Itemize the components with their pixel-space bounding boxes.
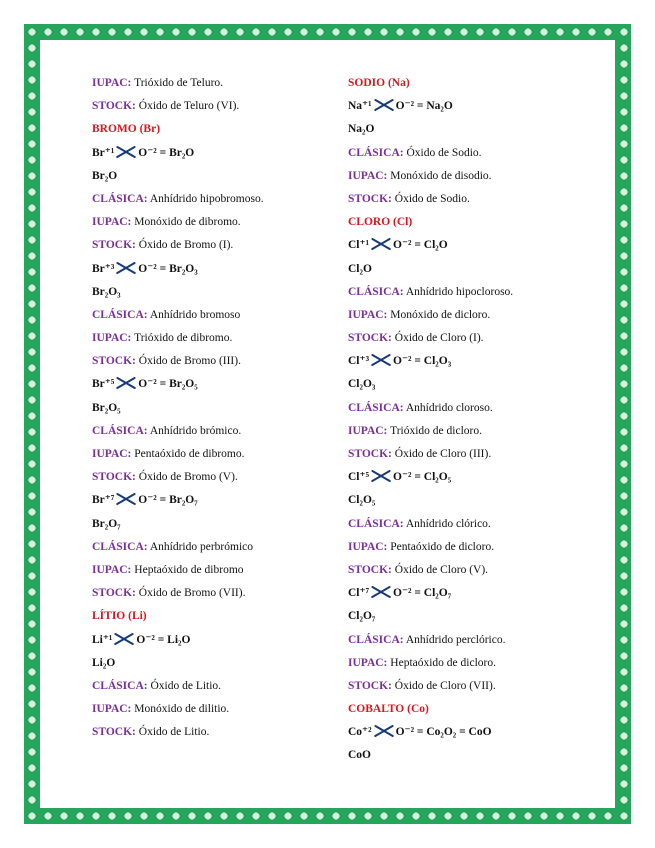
nomenclature-value: Óxido de Litio.: [138, 726, 210, 739]
nomenclature-value: Pentaóxido de dicloro.: [390, 540, 495, 553]
nomenclature-label: STOCK:: [348, 192, 392, 205]
nomenclature-value: Óxido de Cloro (V).: [394, 563, 489, 576]
formula-line: [92, 142, 322, 165]
compound-formula-line: [348, 258, 578, 281]
compound-formula: Cl₂O₃: [348, 378, 376, 391]
nomenclature-label: IUPAC:: [92, 332, 132, 345]
nomenclature-label: STOCK:: [348, 679, 392, 692]
nomenclature-value: Óxido de Bromo (V).: [138, 471, 238, 484]
compound-formula: Cl₂O₅: [348, 494, 376, 507]
nomenclature-value: Anhídrido bromoso: [149, 308, 241, 321]
nomenclature-label: IUPAC:: [92, 563, 132, 576]
nomenclature-line: [92, 443, 322, 466]
nomenclature-line: [348, 188, 578, 211]
compound-formula-line: [348, 489, 578, 512]
formula-ion: Cl⁺³: [348, 355, 370, 368]
nomenclature-value: Anhídrido perclórico.: [405, 633, 506, 646]
formula-ion: Br⁺¹: [92, 146, 115, 159]
nomenclature-value: Trióxido de Teluro.: [134, 77, 224, 89]
formula-result: O⁻² = Cl₂O₃: [393, 355, 452, 368]
formula-result: O⁻² = Br₂O₃: [138, 262, 198, 275]
element-heading: SODIO (Na): [348, 77, 410, 89]
nomenclature-label: STOCK:: [92, 587, 136, 600]
compound-formula-line: [348, 744, 578, 767]
nomenclature-line: [348, 304, 578, 327]
cross-multiply-icon: [114, 633, 134, 645]
cross-multiply-icon: [371, 586, 391, 598]
compound-formula-line: [348, 373, 578, 396]
nomenclature-value: Anhídrido perbrómico: [149, 540, 254, 553]
formula-ion: Cl⁺⁵: [348, 471, 370, 484]
nomenclature-label: STOCK:: [348, 563, 392, 576]
formula-line: [92, 373, 322, 396]
cross-multiply-icon: [374, 725, 394, 737]
compound-formula-line: [92, 397, 322, 420]
nomenclature-value: Heptaóxido de dibromo: [134, 563, 244, 576]
nomenclature-value: Óxido de Bromo (I).: [138, 239, 234, 252]
nomenclature-label: CLÁSICA:: [92, 540, 148, 553]
formula-ion: Cl⁺¹: [348, 239, 370, 252]
nomenclature-value: Óxido de Cloro (I).: [394, 332, 484, 345]
nomenclature-line: [348, 652, 578, 675]
left-column: [92, 72, 322, 744]
element-heading-line: [92, 605, 322, 628]
compound-formula: Cl₂O₇: [348, 610, 376, 623]
formula-result: O⁻² = Br₂O₅: [138, 378, 198, 391]
nomenclature-label: IUPAC:: [348, 656, 388, 669]
cross-multiply-icon: [371, 470, 391, 482]
formula-result: O⁻² = Br₂O₇: [138, 494, 198, 507]
nomenclature-label: STOCK:: [92, 471, 136, 484]
nomenclature-label: IUPAC:: [92, 216, 132, 229]
cross-multiply-icon: [116, 493, 136, 505]
nomenclature-value: Monóxido de disodio.: [390, 169, 492, 182]
nomenclature-line: [92, 582, 322, 605]
nomenclature-label: STOCK:: [92, 355, 136, 368]
formula-line: [348, 350, 578, 373]
nomenclature-line: [92, 188, 322, 211]
nomenclature-line: [348, 420, 578, 443]
nomenclature-label: STOCK:: [92, 239, 136, 252]
nomenclature-value: Óxido de Teluro (VI).: [138, 100, 240, 113]
nomenclature-line: [92, 675, 322, 698]
formula-line: [92, 489, 322, 512]
nomenclature-line: [348, 327, 578, 350]
nomenclature-label: CLÁSICA:: [348, 633, 404, 646]
nomenclature-label: CLÁSICA:: [348, 285, 404, 298]
formula-result: O⁻² = Cl₂O: [393, 239, 448, 252]
nomenclature-line: [348, 165, 578, 188]
nomenclature-value: Monóxido de dilitio.: [134, 703, 230, 716]
compound-formula-line: [92, 281, 322, 304]
nomenclature-value: Óxido de Cloro (III).: [394, 448, 492, 460]
compound-formula: Cl₂O: [348, 262, 372, 275]
nomenclature-value: Óxido de Sodio.: [394, 192, 470, 205]
formula-ion: Li⁺¹: [92, 633, 113, 646]
nomenclature-value: Óxido de Sodio.: [406, 146, 482, 159]
formula-line: [348, 582, 578, 605]
nomenclature-line: [92, 698, 322, 721]
formula-ion: Br⁺⁷: [92, 494, 115, 507]
formula-line: [348, 234, 578, 257]
nomenclature-line: [348, 559, 578, 582]
nomenclature-line: [92, 234, 322, 257]
formula-line: [348, 95, 578, 118]
formula-ion: Br⁺⁵: [92, 378, 115, 391]
formula-result: O⁻² = Li₂O: [136, 633, 191, 646]
nomenclature-line: [348, 675, 578, 698]
compound-formula: Br₂O₇: [92, 517, 121, 530]
nomenclature-line: [348, 142, 578, 165]
formula-result: O⁻² = Cl₂O₅: [393, 471, 452, 484]
nomenclature-line: [348, 536, 578, 559]
nomenclature-value: Trióxido de dibromo.: [134, 332, 233, 345]
nomenclature-line: [92, 536, 322, 559]
element-heading: COBALTO (Co): [348, 703, 429, 716]
right-column: [348, 72, 578, 768]
nomenclature-line: [92, 211, 322, 234]
compound-formula: Li₂O: [92, 656, 116, 669]
cross-multiply-icon: [371, 354, 391, 366]
nomenclature-value: Anhídrido brómico.: [149, 424, 242, 437]
formula-line: [348, 466, 578, 489]
nomenclature-label: STOCK:: [92, 100, 136, 113]
element-heading-line: [348, 698, 578, 721]
nomenclature-label: IUPAC:: [92, 703, 132, 716]
nomenclature-label: CLÁSICA:: [92, 424, 148, 437]
element-heading: CLORO (Cl): [348, 216, 413, 229]
compound-formula-line: [92, 513, 322, 536]
element-heading-line: [348, 72, 578, 95]
nomenclature-label: CLÁSICA:: [348, 401, 404, 414]
nomenclature-line: [92, 72, 322, 95]
element-heading: LÍTIO (Li): [92, 610, 147, 623]
nomenclature-line: [92, 420, 322, 443]
nomenclature-label: CLÁSICA:: [92, 192, 148, 205]
nomenclature-value: Anhídrido hipocloroso.: [405, 285, 514, 298]
nomenclature-label: IUPAC:: [348, 169, 388, 182]
nomenclature-label: CLÁSICA:: [348, 517, 404, 530]
compound-formula-line: [92, 652, 322, 675]
compound-formula: CoO: [348, 749, 371, 762]
nomenclature-line: [92, 721, 322, 744]
nomenclature-value: Óxido de Bromo (III).: [138, 355, 241, 368]
nomenclature-line: [92, 559, 322, 582]
nomenclature-line: [348, 281, 578, 304]
nomenclature-value: Óxido de Bromo (VII).: [138, 587, 246, 600]
element-heading-line: [348, 211, 578, 234]
nomenclature-value: Heptaóxido de dicloro.: [390, 656, 496, 669]
cross-multiply-icon: [116, 377, 136, 389]
nomenclature-line: [92, 304, 322, 327]
nomenclature-label: IUPAC:: [348, 540, 388, 553]
nomenclature-value: Anhídrido hipobromoso.: [149, 192, 264, 205]
nomenclature-label: CLÁSICA:: [348, 146, 404, 159]
formula-ion: Br⁺³: [92, 262, 115, 275]
nomenclature-label: STOCK:: [348, 448, 392, 460]
nomenclature-label: IUPAC:: [92, 77, 132, 89]
nomenclature-value: Monóxido de dicloro.: [390, 308, 491, 321]
compound-formula: Na₂O: [348, 123, 375, 136]
compound-formula-line: [92, 165, 322, 188]
nomenclature-value: Anhídrido cloroso.: [405, 401, 493, 414]
nomenclature-line: [348, 513, 578, 536]
compound-formula: Br₂O: [92, 169, 118, 182]
nomenclature-line: [348, 629, 578, 652]
element-heading-line: [92, 118, 322, 141]
cross-multiply-icon: [116, 262, 136, 274]
compound-formula-line: [348, 118, 578, 141]
formula-line: [92, 258, 322, 281]
nomenclature-value: Pentaóxido de dibromo.: [134, 448, 245, 460]
nomenclature-label: IUPAC:: [348, 424, 388, 437]
nomenclature-label: STOCK:: [92, 726, 136, 739]
nomenclature-value: Anhídrido clórico.: [405, 517, 491, 530]
compound-formula: Br₂O₃: [92, 285, 121, 298]
nomenclature-value: Trióxido de dicloro.: [390, 424, 482, 437]
formula-result: O⁻² = Na₂O: [395, 100, 453, 113]
nomenclature-label: CLÁSICA:: [92, 679, 148, 692]
nomenclature-value: Óxido de Cloro (VII).: [394, 679, 496, 692]
nomenclature-label: CLÁSICA:: [92, 308, 148, 321]
nomenclature-value: Óxido de Litio.: [150, 679, 222, 692]
formula-result: O⁻² = Co₂O₂ = CoO: [395, 726, 492, 739]
cross-multiply-icon: [374, 99, 394, 111]
formula-result: O⁻² = Br₂O: [138, 146, 195, 159]
nomenclature-value: Monóxido de dibromo.: [134, 216, 241, 229]
nomenclature-line: [92, 350, 322, 373]
cross-multiply-icon: [371, 238, 391, 250]
formula-result: O⁻² = Cl₂O₇: [393, 587, 452, 600]
nomenclature-line: [348, 397, 578, 420]
nomenclature-label: STOCK:: [348, 332, 392, 345]
formula-line: [92, 629, 322, 652]
nomenclature-label: IUPAC:: [92, 448, 132, 460]
formula-ion: Cl⁺⁷: [348, 587, 370, 600]
nomenclature-label: IUPAC:: [348, 308, 388, 321]
nomenclature-line: [92, 466, 322, 489]
formula-ion: Na⁺¹: [348, 100, 372, 113]
compound-formula-line: [348, 605, 578, 628]
nomenclature-line: [92, 95, 322, 118]
nomenclature-line: [92, 327, 322, 350]
formula-line: [348, 721, 578, 744]
formula-ion: Co⁺²: [348, 726, 372, 739]
compound-formula: Br₂O₅: [92, 401, 121, 414]
cross-multiply-icon: [116, 146, 136, 158]
element-heading: BROMO (Br): [92, 123, 161, 136]
nomenclature-line: [348, 443, 578, 466]
